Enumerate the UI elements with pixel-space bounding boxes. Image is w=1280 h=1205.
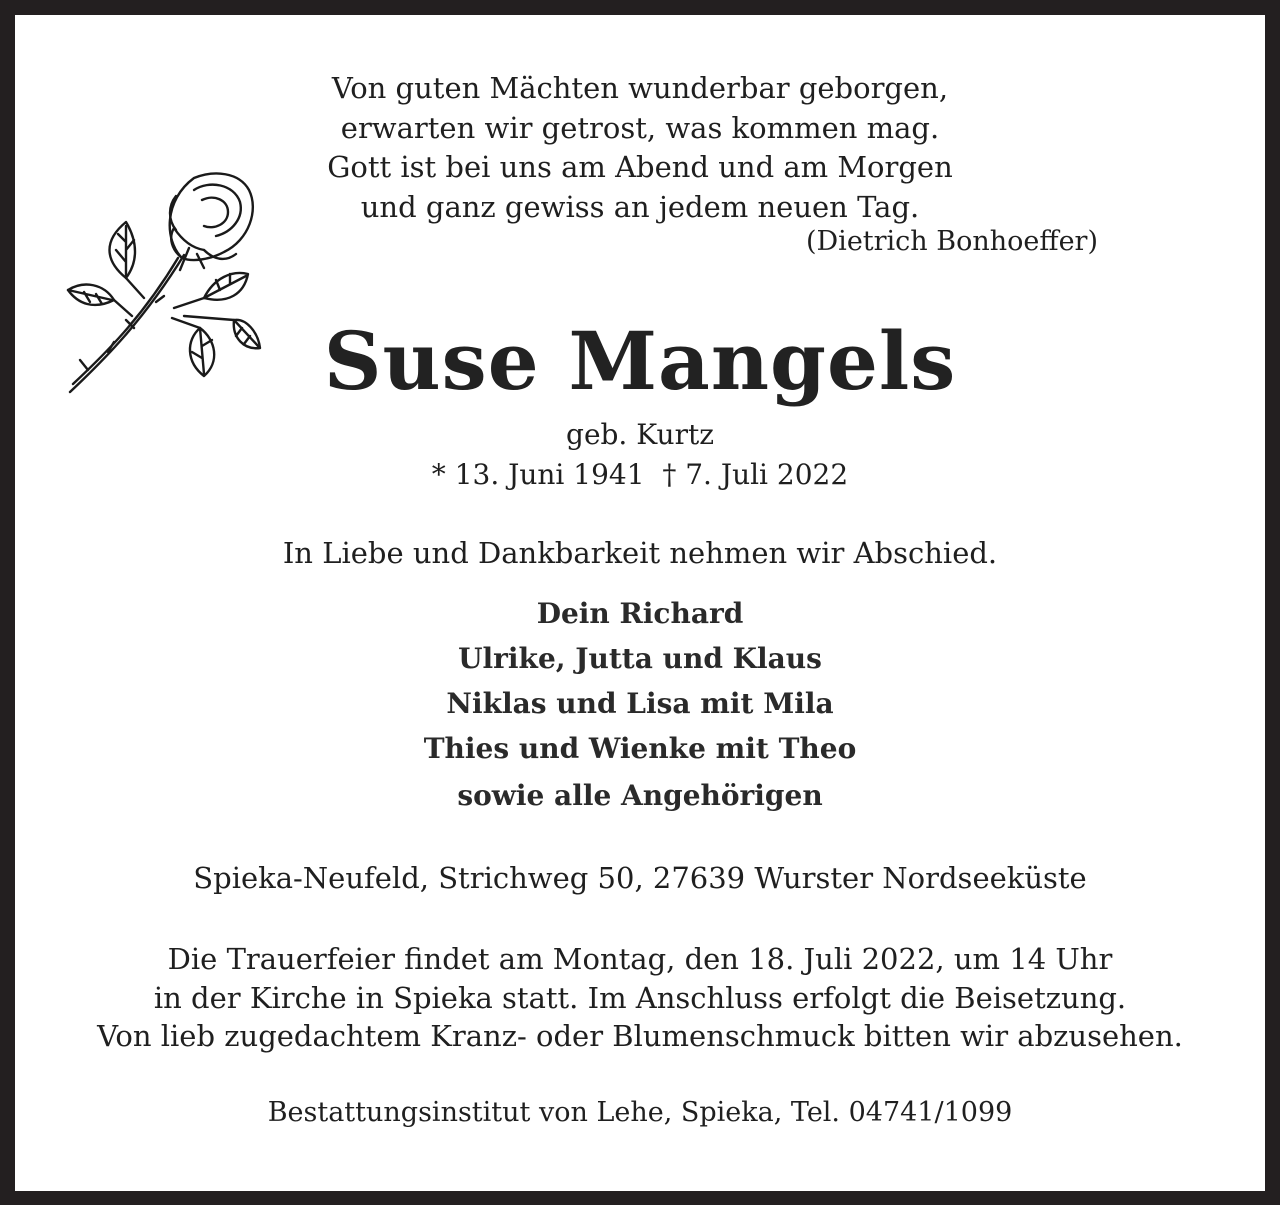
poem-line-4: und ganz gewiss an jedem neuen Tag.: [360, 190, 920, 224]
undertaker-info: Bestattungsinstitut von Lehe, Spieka, Tel. 04741/1099: [267, 1097, 1013, 1128]
address: Spieka-Neufeld, Strichweg 50, 27639 Wurster Nordseeküste: [193, 861, 1087, 895]
poem-line-2: erwarten wir getrost, was kommen mag.: [340, 111, 940, 145]
deceased-name: Suse Mangels: [323, 314, 957, 408]
poem-line-1: Von guten Mächten wunderbar geborgen,: [331, 71, 949, 105]
mourner-line: Thies und Wienke mit Theo: [423, 732, 857, 765]
mourner-line: Ulrike, Jutta und Klaus: [458, 642, 822, 675]
ceremony-line: in der Kirche in Spieka statt. Im Anschluss erfolgt die Beisetzung.: [153, 981, 1127, 1015]
ceremony-line: Von lieb zugedachtem Kranz- oder Blumenschmuck bitten wir abzusehen.: [97, 1019, 1183, 1053]
birth-name: geb. Kurtz: [566, 418, 714, 451]
ceremony-line: Die Trauerfeier findet am Montag, den 18. Juli 2022, um 14 Uhr: [167, 942, 1113, 976]
farewell-text: In Liebe und Dankbarkeit nehmen wir Abschied.: [282, 536, 998, 570]
poem-line-3: Gott ist bei uns am Abend und am Morgen: [327, 150, 953, 184]
mourner-line: Dein Richard: [536, 597, 744, 630]
life-dates: * 13. Juni 1941 † 7. Juli 2022: [431, 458, 849, 491]
mourner-line: Niklas und Lisa mit Mila: [446, 687, 834, 720]
mourner-line: sowie alle Angehörigen: [457, 779, 823, 812]
poem-author: (Dietrich Bonhoeffer): [806, 226, 1098, 257]
